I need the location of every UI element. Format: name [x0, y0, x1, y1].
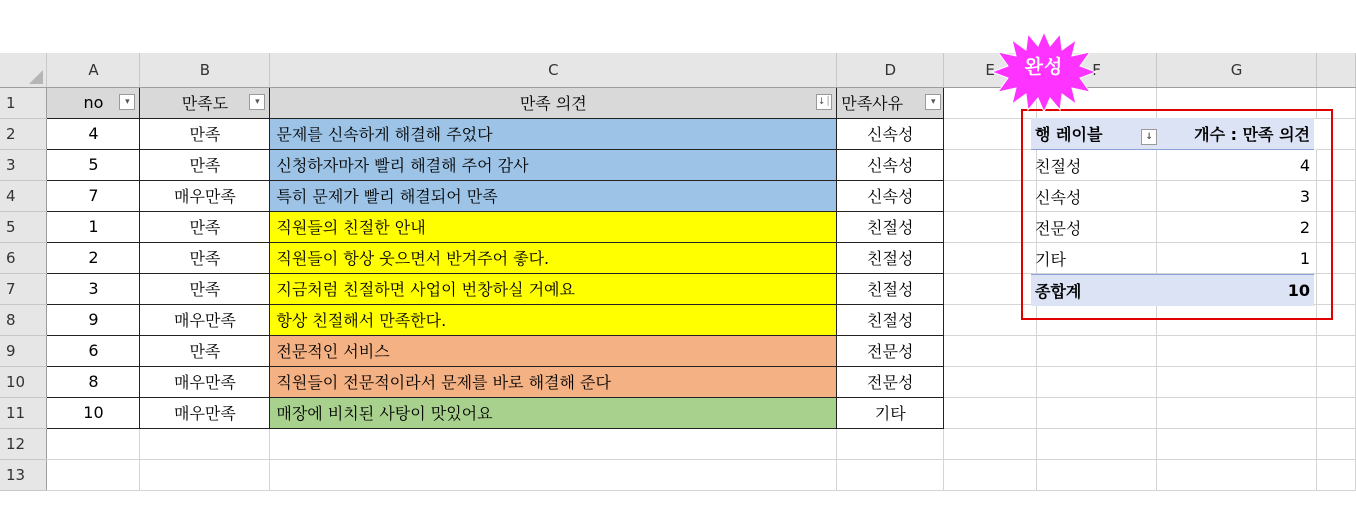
- header-level-label: 만족도: [181, 94, 229, 113]
- pivot-row-value: 1: [1299, 249, 1310, 268]
- row-header[interactable]: 11: [0, 397, 47, 428]
- cell-reason[interactable]: 친절성: [837, 211, 944, 242]
- pivot-value-header[interactable]: 개수 : 만족 의견: [1194, 125, 1310, 144]
- table-row: [0, 366, 1356, 397]
- cell-opinion[interactable]: 직원들이 항상 웃으면서 반겨주어 좋다.: [270, 242, 837, 273]
- cell-reason[interactable]: 신속성: [837, 149, 944, 180]
- cell-reason[interactable]: 전문성: [837, 335, 944, 366]
- header-no-label: no: [83, 93, 104, 112]
- pivot-table[interactable]: [1031, 118, 1314, 306]
- table-header-row: [0, 87, 1356, 118]
- cell[interactable]: [1157, 87, 1317, 118]
- cell-opinion[interactable]: 항상 친절해서 만족한다.: [270, 304, 837, 335]
- cell-no[interactable]: 3: [47, 273, 140, 304]
- column-header-h[interactable]: [1316, 53, 1355, 87]
- header-reason[interactable]: [837, 87, 944, 118]
- row-header[interactable]: 13: [0, 459, 47, 490]
- pivot-row-label-text: 행 레이블: [1035, 125, 1103, 144]
- cell[interactable]: [140, 428, 270, 459]
- table-row: [0, 428, 1356, 459]
- cell-opinion[interactable]: 문제를 신속하게 해결해 주었다: [270, 118, 837, 149]
- cell[interactable]: [1316, 428, 1355, 459]
- pivot-row-value: 2: [1299, 218, 1310, 237]
- column-header-a[interactable]: A: [47, 53, 140, 87]
- cell-no[interactable]: 1: [47, 211, 140, 242]
- row-header[interactable]: 5: [0, 211, 47, 242]
- cell[interactable]: [47, 459, 140, 490]
- header-opinion-label: 만족 의견: [519, 94, 587, 113]
- cell[interactable]: [140, 459, 270, 490]
- pivot-row[interactable]: [1031, 150, 1314, 181]
- cell-level[interactable]: 매우만족: [140, 180, 270, 211]
- cell[interactable]: [1316, 397, 1355, 428]
- cell-reason[interactable]: 친절성: [837, 242, 944, 273]
- row-header[interactable]: 4: [0, 180, 47, 211]
- cell[interactable]: [1316, 211, 1355, 242]
- column-header-d[interactable]: D: [837, 53, 944, 87]
- cell[interactable]: [944, 366, 1037, 397]
- cell[interactable]: [837, 428, 944, 459]
- column-header-b[interactable]: B: [140, 53, 270, 87]
- cell-reason[interactable]: 기타: [837, 397, 944, 428]
- cell[interactable]: [944, 149, 1037, 180]
- row-header[interactable]: 3: [0, 149, 47, 180]
- cell-level[interactable]: 만족: [140, 149, 270, 180]
- row-header[interactable]: 6: [0, 242, 47, 273]
- cell[interactable]: [1316, 149, 1355, 180]
- row-header[interactable]: 12: [0, 428, 47, 459]
- table-row: [0, 335, 1356, 366]
- cell-level[interactable]: 만족: [140, 273, 270, 304]
- pivot-row-label: 친절성: [1035, 157, 1082, 176]
- row-header[interactable]: 1: [0, 87, 47, 118]
- table-row: [0, 459, 1356, 490]
- table-row: [0, 397, 1356, 428]
- cell[interactable]: [944, 304, 1037, 335]
- pivot-row-label: 신속성: [1035, 188, 1082, 207]
- cell-opinion[interactable]: 직원들의 친절한 안내: [270, 211, 837, 242]
- cell[interactable]: [1316, 242, 1355, 273]
- cell-reason[interactable]: 신속성: [837, 180, 944, 211]
- cell-level[interactable]: 만족: [140, 211, 270, 242]
- cell[interactable]: [1037, 428, 1157, 459]
- cell-no[interactable]: 7: [47, 180, 140, 211]
- cell[interactable]: [1316, 87, 1355, 118]
- row-header[interactable]: 9: [0, 335, 47, 366]
- cell-level[interactable]: 만족: [140, 242, 270, 273]
- header-opinion[interactable]: [270, 87, 837, 118]
- cell-opinion[interactable]: 지금처럼 친절하면 사업이 번창하실 거예요: [270, 273, 837, 304]
- cell[interactable]: [270, 428, 837, 459]
- pivot-row-value: 3: [1299, 187, 1310, 206]
- row-header[interactable]: 10: [0, 366, 47, 397]
- cell[interactable]: [1316, 459, 1355, 490]
- pivot-header-row: [1031, 118, 1314, 150]
- cell[interactable]: [1157, 335, 1317, 366]
- column-header-f[interactable]: F: [1037, 53, 1157, 87]
- cell-level[interactable]: 매우만족: [140, 304, 270, 335]
- cell[interactable]: [1037, 459, 1157, 490]
- cell[interactable]: [270, 459, 837, 490]
- cell[interactable]: [1316, 273, 1355, 304]
- column-header-e[interactable]: E: [944, 53, 1037, 87]
- cell[interactable]: [1037, 335, 1157, 366]
- cell[interactable]: [944, 335, 1037, 366]
- row-header[interactable]: 7: [0, 273, 47, 304]
- cell[interactable]: [1157, 397, 1317, 428]
- pivot-row[interactable]: [1031, 181, 1314, 212]
- cell[interactable]: [944, 180, 1037, 211]
- sort-filter-icon[interactable]: ↓: [1141, 129, 1157, 145]
- column-header-g[interactable]: G: [1157, 53, 1317, 87]
- cell-no[interactable]: 6: [47, 335, 140, 366]
- cell-reason[interactable]: 친절성: [837, 304, 944, 335]
- cell-level[interactable]: 매우만족: [140, 366, 270, 397]
- pivot-total-value: 10: [1287, 281, 1310, 300]
- badge-label: 완성: [1024, 56, 1064, 78]
- pivot-total-row[interactable]: [1031, 274, 1314, 306]
- filter-dropdown-icon[interactable]: ▾: [925, 94, 941, 110]
- cell-opinion[interactable]: 매장에 비치된 사탕이 맛있어요: [270, 397, 837, 428]
- cell-no[interactable]: 2: [47, 242, 140, 273]
- sort-filter-icon[interactable]: ↓⏐: [816, 94, 832, 110]
- pivot-row-value: 4: [1299, 156, 1310, 175]
- cell-reason[interactable]: 친절성: [837, 273, 944, 304]
- cell[interactable]: [944, 397, 1037, 428]
- header-reason-label: 만족사유: [841, 94, 904, 113]
- filter-dropdown-icon[interactable]: ▾: [119, 94, 135, 110]
- cell[interactable]: [1316, 304, 1355, 335]
- cell[interactable]: [1037, 366, 1157, 397]
- cell[interactable]: [837, 459, 944, 490]
- cell-opinion[interactable]: 신청하자마자 빨리 해결해 주어 감사: [270, 149, 837, 180]
- cell-no[interactable]: 10: [47, 397, 140, 428]
- cell[interactable]: [1316, 335, 1355, 366]
- cell[interactable]: [1037, 304, 1157, 335]
- table-row: [0, 304, 1356, 335]
- cell-level[interactable]: 매우만족: [140, 397, 270, 428]
- cell[interactable]: [944, 211, 1037, 242]
- cell[interactable]: [944, 273, 1037, 304]
- row-header[interactable]: 2: [0, 118, 47, 149]
- header-no[interactable]: [47, 87, 140, 118]
- cell-no[interactable]: 5: [47, 149, 140, 180]
- cell-no[interactable]: 8: [47, 366, 140, 397]
- cell[interactable]: [1316, 118, 1355, 149]
- pivot-row-label: 기타: [1035, 250, 1066, 269]
- cell-reason[interactable]: 전문성: [837, 366, 944, 397]
- column-header-row: [0, 53, 1356, 87]
- cell[interactable]: [1037, 397, 1157, 428]
- cell[interactable]: [1316, 366, 1355, 397]
- cell-reason[interactable]: 신속성: [837, 118, 944, 149]
- cell-level[interactable]: 만족: [140, 335, 270, 366]
- cell[interactable]: [944, 459, 1037, 490]
- select-all-icon: [29, 70, 43, 84]
- pivot-row[interactable]: [1031, 212, 1314, 243]
- cell[interactable]: [944, 428, 1037, 459]
- cell[interactable]: [944, 242, 1037, 273]
- cell-opinion[interactable]: 직원들이 전문적이라서 문제를 바로 해결해 준다: [270, 366, 837, 397]
- pivot-row-label: 전문성: [1035, 219, 1082, 238]
- cell[interactable]: [1157, 459, 1317, 490]
- filter-dropdown-icon[interactable]: ▾: [249, 94, 265, 110]
- cell[interactable]: [1157, 428, 1317, 459]
- cell[interactable]: [944, 118, 1037, 149]
- select-all-corner[interactable]: [0, 53, 47, 87]
- cell-opinion[interactable]: 특히 문제가 빨리 해결되어 만족: [270, 180, 837, 211]
- cell[interactable]: [47, 428, 140, 459]
- cell[interactable]: [1157, 304, 1317, 335]
- header-level[interactable]: [140, 87, 270, 118]
- cell-level[interactable]: 만족: [140, 118, 270, 149]
- pivot-row[interactable]: [1031, 243, 1314, 274]
- cell[interactable]: [1157, 366, 1317, 397]
- cell[interactable]: [1316, 180, 1355, 211]
- cell-no[interactable]: 4: [47, 118, 140, 149]
- row-header[interactable]: 8: [0, 304, 47, 335]
- pivot-row-label-header[interactable]: [1031, 122, 1157, 145]
- pivot-total-label: 종합계: [1035, 282, 1082, 301]
- cell-opinion[interactable]: 전문적인 서비스: [270, 335, 837, 366]
- cell-no[interactable]: 9: [47, 304, 140, 335]
- column-header-c[interactable]: C: [270, 53, 837, 87]
